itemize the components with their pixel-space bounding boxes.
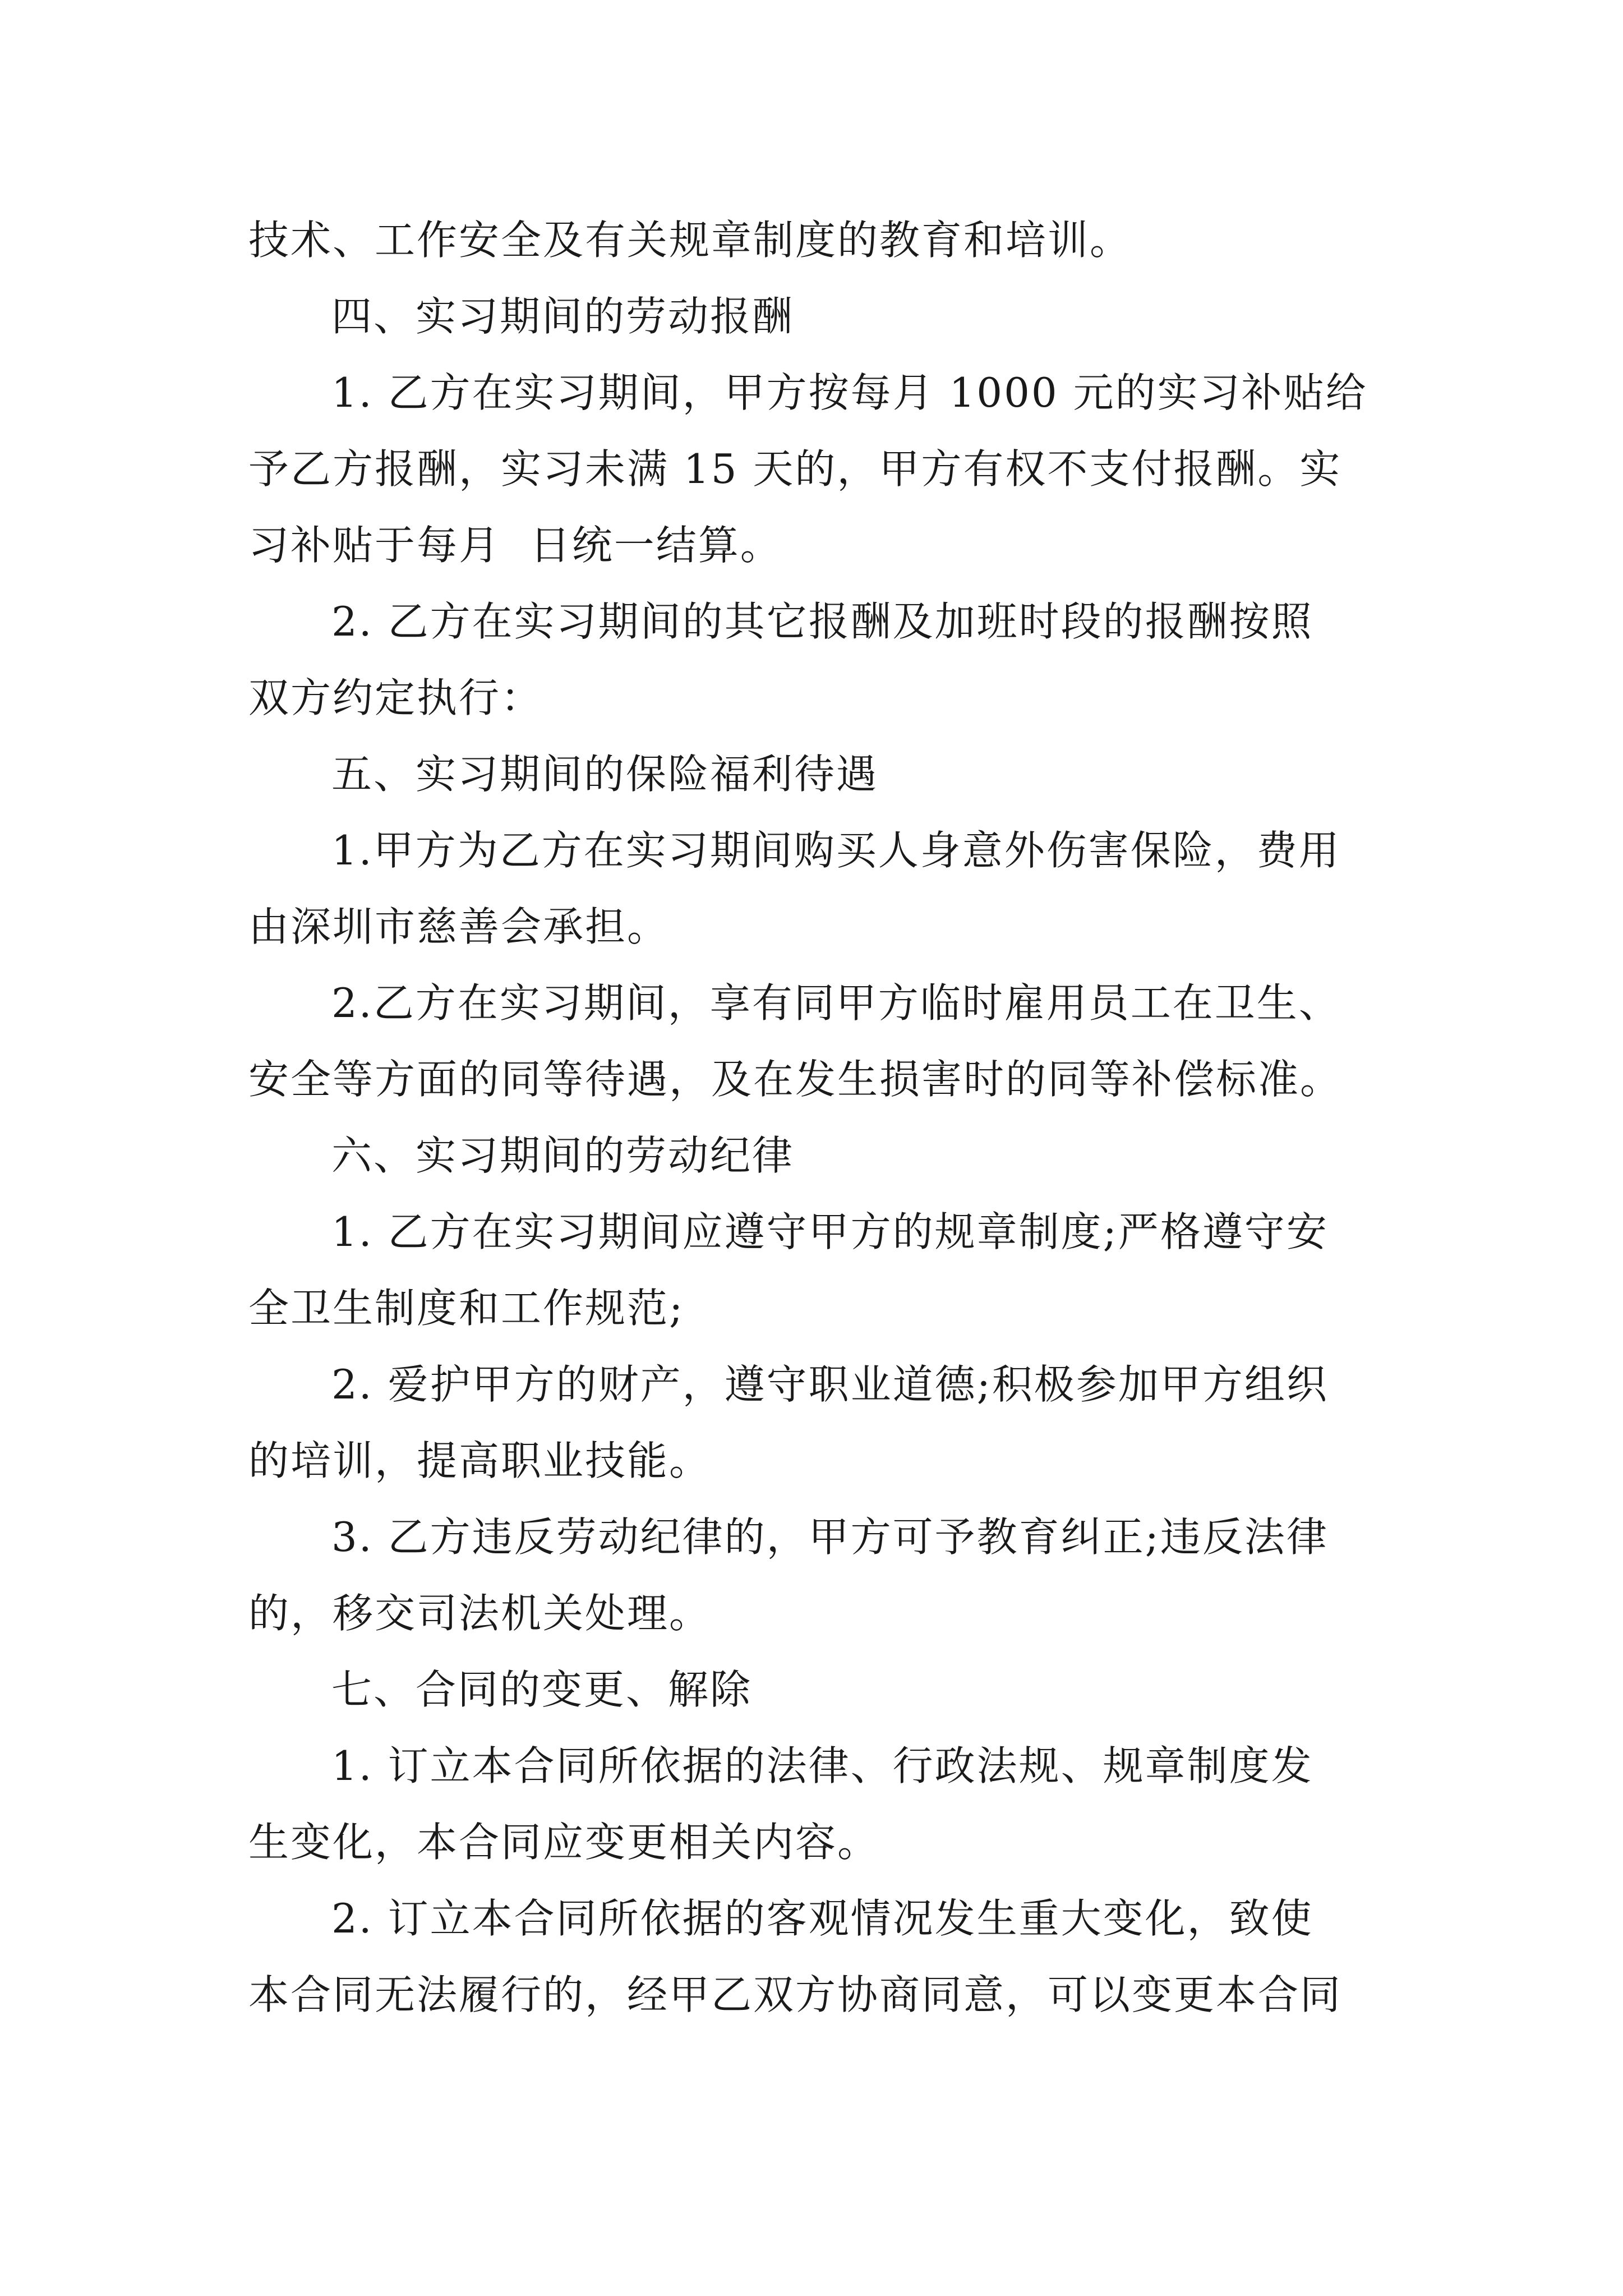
text-line: 1. 乙方在实习期间应遵守甲方的规章制度;严格遵守安 [331,1208,1329,1255]
section-heading-7: 七、合同的变更、解除 [331,1666,753,1713]
text-line: 2. 爱护甲方的财产，遵守职业道德;积极参加甲方组织 [331,1361,1329,1408]
section-heading-4: 四、实习期间的劳动报酬 [331,293,795,340]
text-line: 全卫生制度和工作规范; [248,1285,685,1332]
section-heading-6: 六、实习期间的劳动纪律 [331,1132,795,1179]
text-line: 生变化，本合同应变更相关内容。 [248,1819,880,1866]
text-line: 由深圳市慈善会承担。 [248,903,670,950]
text-line: 的，移交司法机关处理。 [248,1590,712,1637]
text-line: 本合同无法履行的，经甲乙双方协商同意，可以变更本合同 [248,1971,1343,2018]
text-line: 习补贴于每月 日统一结算。 [248,522,782,569]
section-heading-5: 五、实习期间的保险福利待遇 [331,751,879,798]
text-line: 的培训，提高职业技能。 [248,1437,712,1484]
text-line: 予乙方报酬，实习未满 15 天的，甲方有权不支付报酬。实 [248,445,1342,493]
text-line: 1. 订立本合同所依据的法律、行政法规、规章制度发 [331,1742,1313,1789]
text-line: 1. 乙方在实习期间，甲方按每月 1000 元的实习补贴给 [331,369,1368,416]
text-line: 安全等方面的同等待遇，及在发生损害时的同等补偿标准。 [248,1056,1343,1103]
text-line: 双方约定执行： [248,674,543,721]
text-line: 3. 乙方违反劳动纪律的，甲方可予教育纠正;违反法律 [331,1513,1329,1561]
text-line: 2. 乙方在实习期间的其它报酬及加班时段的报酬按照 [331,598,1313,645]
text-line: 1.甲方为乙方在实习期间购买人身意外伤害保险，费用 [331,827,1341,874]
text-line: 2. 订立本合同所依据的客观情况发生重大变化，致使 [331,1895,1313,1942]
document-body [248,202,1381,2033]
text-line: 技术、工作安全及有关规章制度的教育和培训。 [248,217,1132,264]
text-line: 2.乙方在实习期间，享有同甲方临时雇用员工在卫生、 [331,979,1341,1027]
